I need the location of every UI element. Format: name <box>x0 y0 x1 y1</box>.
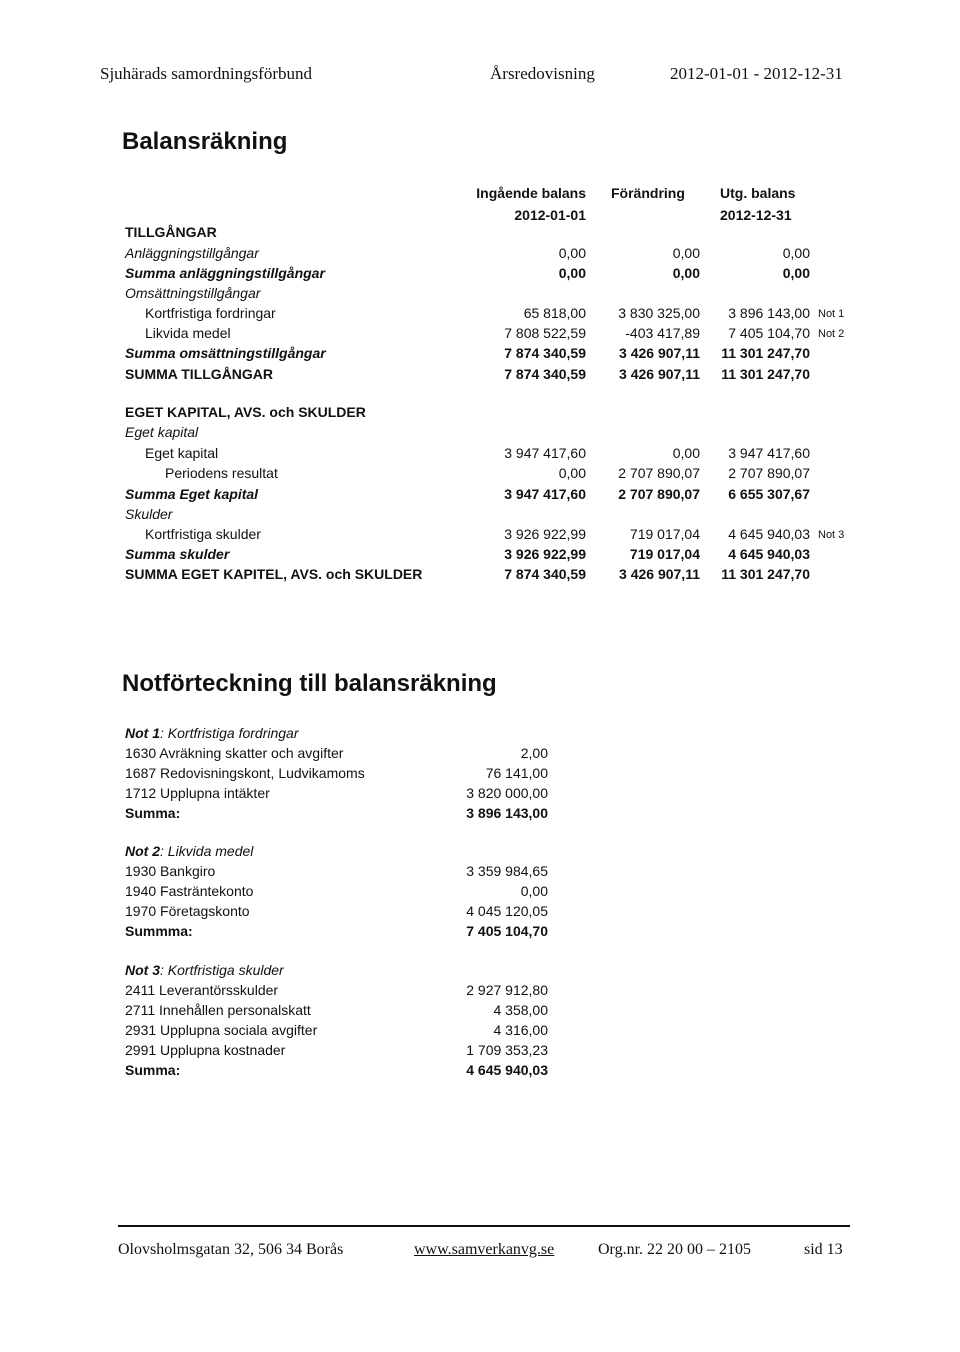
note-item-label: 2411 Leverantörsskulder <box>125 982 279 998</box>
balance-cell-opening: 7 808 522,59 <box>504 325 586 341</box>
footer-divider <box>118 1225 850 1227</box>
note-item-value: 76 141,00 <box>485 765 548 781</box>
balance-cell-change: 0,00 <box>672 445 700 461</box>
note-name: Likvida medel <box>167 843 254 859</box>
balance-cell-opening: 65 818,00 <box>523 305 586 321</box>
note-item-label: 2931 Upplupna sociala avgifter <box>125 1022 318 1038</box>
balance-cell-change: 3 830 325,00 <box>618 305 700 321</box>
note-number: Not 1 <box>125 725 160 741</box>
balance-note-reference: Not 3 <box>818 529 845 541</box>
balance-cell-change: 2 707 890,07 <box>618 465 700 481</box>
col-opening-date: 2012-01-01 <box>514 207 586 223</box>
note-item-value: 3 820 000,00 <box>466 785 548 801</box>
balance-cell-opening: 7 874 340,59 <box>504 366 586 382</box>
balance-cell-closing: 3 947 417,60 <box>728 445 810 461</box>
note-total-value: 3 896 143,00 <box>466 805 548 821</box>
balance-cell-closing: 11 301 247,70 <box>721 366 810 382</box>
note-total-value: 7 405 104,70 <box>466 923 548 939</box>
balance-cell-opening: 0,00 <box>558 245 586 261</box>
note-name: Kortfristiga skulder <box>167 962 284 978</box>
balance-row-label: Summa anläggningstillgångar <box>125 265 325 281</box>
note-item-value: 4 316,00 <box>493 1022 548 1038</box>
balance-cell-opening: 3 926 922,99 <box>504 526 586 542</box>
page-title: Balansräkning <box>122 128 288 155</box>
balance-row-label: Summa skulder <box>125 546 230 562</box>
note-item-label: 2991 Upplupna kostnader <box>125 1042 286 1058</box>
balance-row-label: Skulder <box>125 506 173 522</box>
balance-cell-closing: 0,00 <box>782 245 810 261</box>
balance-cell-change: -403 417,89 <box>625 325 700 341</box>
balance-note-reference: Not 2 <box>818 328 845 340</box>
balance-row-label: Summa omsättningstillgångar <box>125 345 326 361</box>
note-total-value: 4 645 940,03 <box>466 1062 548 1078</box>
note-heading <box>125 962 284 978</box>
balance-row-label: Kortfristiga fordringar <box>145 305 276 321</box>
col-closing-date: 2012-12-31 <box>720 207 792 223</box>
balance-cell-change: 3 426 907,11 <box>619 345 700 361</box>
balance-cell-closing: 3 896 143,00 <box>728 305 810 321</box>
balance-cell-closing: 4 645 940,03 <box>728 526 810 542</box>
balance-cell-opening: 0,00 <box>558 465 586 481</box>
balance-cell-change: 0,00 <box>672 265 700 281</box>
header-period: 2012-01-01 - 2012-12-31 <box>670 64 843 83</box>
balance-cell-opening: 7 874 340,59 <box>504 566 586 582</box>
note-item-label: 1930 Bankgiro <box>125 863 216 879</box>
footer-page-number: sid 13 <box>804 1241 843 1258</box>
balance-cell-closing: 11 301 247,70 <box>721 566 810 582</box>
balance-cell-change: 3 426 907,11 <box>619 566 700 582</box>
footer-website-link[interactable]: www.samverkanvg.se <box>414 1241 555 1258</box>
balance-row-label: SUMMA TILLGÅNGAR <box>125 366 274 382</box>
balance-cell-closing: 4 645 940,03 <box>728 546 810 562</box>
note-item-value: 3 359 984,65 <box>466 863 548 879</box>
note-item-value: 2,00 <box>520 745 548 761</box>
header-organization: Sjuhärads samordningsförbund <box>100 64 313 83</box>
balance-row-label: TILLGÅNGAR <box>125 224 217 240</box>
col-closing-header: Utg. balans <box>720 185 796 201</box>
note-separator: : <box>160 725 168 741</box>
note-item-label: 1630 Avräkning skatter och avgifter <box>125 745 344 761</box>
note-item-value: 2 927 912,80 <box>466 982 548 998</box>
col-opening-header: Ingående balans <box>476 185 586 201</box>
balance-cell-closing: 11 301 247,70 <box>721 345 810 361</box>
header-document-type: Årsredovisning <box>490 64 595 83</box>
balance-cell-closing: 7 405 104,70 <box>728 325 810 341</box>
note-heading <box>125 843 253 859</box>
balance-cell-opening: 3 926 922,99 <box>504 546 586 562</box>
note-heading <box>125 725 299 741</box>
balance-row-label: Eget kapital <box>145 445 219 461</box>
balance-cell-opening: 0,00 <box>558 265 586 281</box>
balance-cell-closing: 0,00 <box>782 265 810 281</box>
note-item-value: 4 045 120,05 <box>466 903 548 919</box>
note-item-value: 1 709 353,23 <box>466 1042 548 1058</box>
balance-cell-opening: 3 947 417,60 <box>504 486 586 502</box>
note-total-label: Summma: <box>125 923 193 939</box>
footer-address: Olovsholmsgatan 32, 506 34 Borås <box>118 1241 344 1258</box>
notes-title: Notförteckning till balansräkning <box>122 670 497 697</box>
note-name: Kortfristiga fordringar <box>167 725 299 741</box>
balance-cell-closing: 2 707 890,07 <box>728 465 810 481</box>
col-change-header: Förändring <box>611 185 685 201</box>
balance-row-label: Kortfristiga skulder <box>145 526 261 542</box>
balance-cell-closing: 6 655 307,67 <box>728 486 810 502</box>
note-item-value: 0,00 <box>520 883 548 899</box>
balance-row-label: Omsättningstillgångar <box>125 285 261 301</box>
note-item-label: 1712 Upplupna intäkter <box>125 785 270 801</box>
note-separator: : <box>160 962 168 978</box>
balance-row-label: Eget kapital <box>125 424 199 440</box>
balance-cell-opening: 3 947 417,60 <box>504 445 586 461</box>
note-item-label: 1970 Företagskonto <box>125 903 250 919</box>
note-total-label: Summa: <box>125 1062 181 1078</box>
note-item-label: 1940 Fasträntekonto <box>125 883 254 899</box>
footer-org-number: Org.nr. 22 20 00 – 2105 <box>598 1241 752 1258</box>
balance-cell-change: 2 707 890,07 <box>618 486 700 502</box>
note-number: Not 3 <box>125 962 160 978</box>
balance-row-label: Periodens resultat <box>165 465 278 481</box>
balance-row-label: Anläggningstillgångar <box>125 245 259 261</box>
balance-cell-change: 719 017,04 <box>629 526 700 542</box>
note-separator: : <box>160 843 168 859</box>
note-item-label: 2711 Innehållen personalskatt <box>125 1002 311 1018</box>
balance-row-label: EGET KAPITAL, AVS. och SKULDER <box>125 404 366 420</box>
balance-row-label: SUMMA EGET KAPITEL, AVS. och SKULDER <box>125 566 423 582</box>
balance-row-label: Summa Eget kapital <box>125 486 259 502</box>
balance-cell-change: 3 426 907,11 <box>619 366 700 382</box>
balance-cell-change: 0,00 <box>672 245 700 261</box>
balance-row-label: Likvida medel <box>145 325 231 341</box>
balance-cell-opening: 7 874 340,59 <box>504 345 586 361</box>
note-item-label: 1687 Redovisningskont, Ludvikamoms <box>125 765 365 781</box>
note-item-value: 4 358,00 <box>493 1002 548 1018</box>
balance-note-reference: Not 1 <box>818 308 845 320</box>
note-total-label: Summa: <box>125 805 181 821</box>
balance-cell-change: 719 017,04 <box>629 546 700 562</box>
note-number: Not 2 <box>125 843 160 859</box>
